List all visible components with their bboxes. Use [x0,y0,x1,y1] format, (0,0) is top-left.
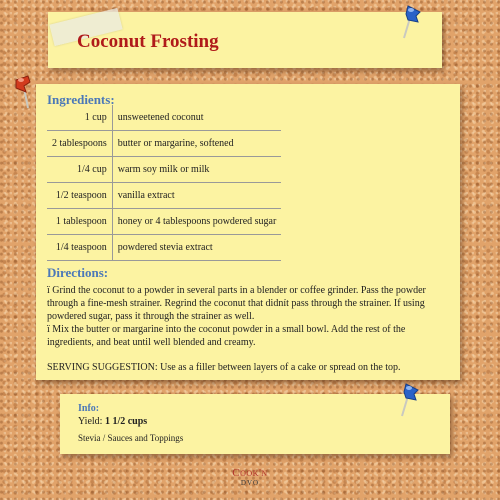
pushpin-red-icon [10,72,38,112]
ingredient-row [47,209,281,235]
ingredient-amount: 1 cup [47,105,112,131]
ingredient-item: vanilla extract [112,183,281,209]
ingredient-amount: 2 tablespoons [47,131,112,157]
ingredient-row [47,105,281,131]
pushpin-blue-icon [400,2,428,42]
logo-subtext: DVO [240,479,260,487]
recipe-title: Coconut Frosting [77,31,219,52]
ingredient-amount: 1/4 teaspoon [47,235,112,261]
ingredient-item: unsweetened coconut [112,105,281,131]
direction-step-1: ï Grind the coconut to a powder in several parts in a blender or coffee grinder. Pass the powder through a fine-mesh strainer. Regrind the coconut that didnít pass through the strainer. If using powdered sugar, pass it through the strainer as well. [47,285,426,322]
pushpin-blue-icon [398,380,426,420]
ingredient-row [47,183,281,209]
logo-text: Cook'n [232,467,268,479]
ingredient-item: honey or 4 tablespoons powdered sugar [112,209,281,235]
info-note [60,394,450,454]
ingredient-item: warm soy milk or milk [112,157,281,183]
yield-line [78,416,147,427]
ingredient-amount: 1/2 teaspoon [47,183,112,209]
ingredient-item: powdered stevia extract [112,235,281,261]
ingredient-amount: 1/4 cup [47,157,112,183]
ingredient-row [47,235,281,261]
yield-label: Yield: [78,416,103,427]
ingredient-item: butter or margarine, softened [112,131,281,157]
recipe-note [36,84,460,380]
yield-value: 1 1/2 cups [104,416,148,427]
recipe-category: Stevia / Sauces and Toppings [78,433,184,443]
serving-suggestion: SERVING SUGGESTION: Use as a filler between layers of a cake or spread on the top. [47,362,401,373]
ingredients-table [47,105,281,261]
title-note [48,12,442,68]
direction-step-2: ï Mix the butter or margarine into the coconut powder in a small bowl. Add the rest of the ingredients, and beat until well blended and creamy. [47,324,406,348]
ingredient-row [47,131,281,157]
directions-text [47,284,447,374]
ingredients-heading: Ingredients: [47,92,115,107]
ingredient-row [47,157,281,183]
directions-heading: Directions: [47,265,109,280]
info-heading: Info: [78,403,100,414]
ingredient-amount: 1 tablespoon [47,209,112,235]
cookn-logo [226,467,274,488]
